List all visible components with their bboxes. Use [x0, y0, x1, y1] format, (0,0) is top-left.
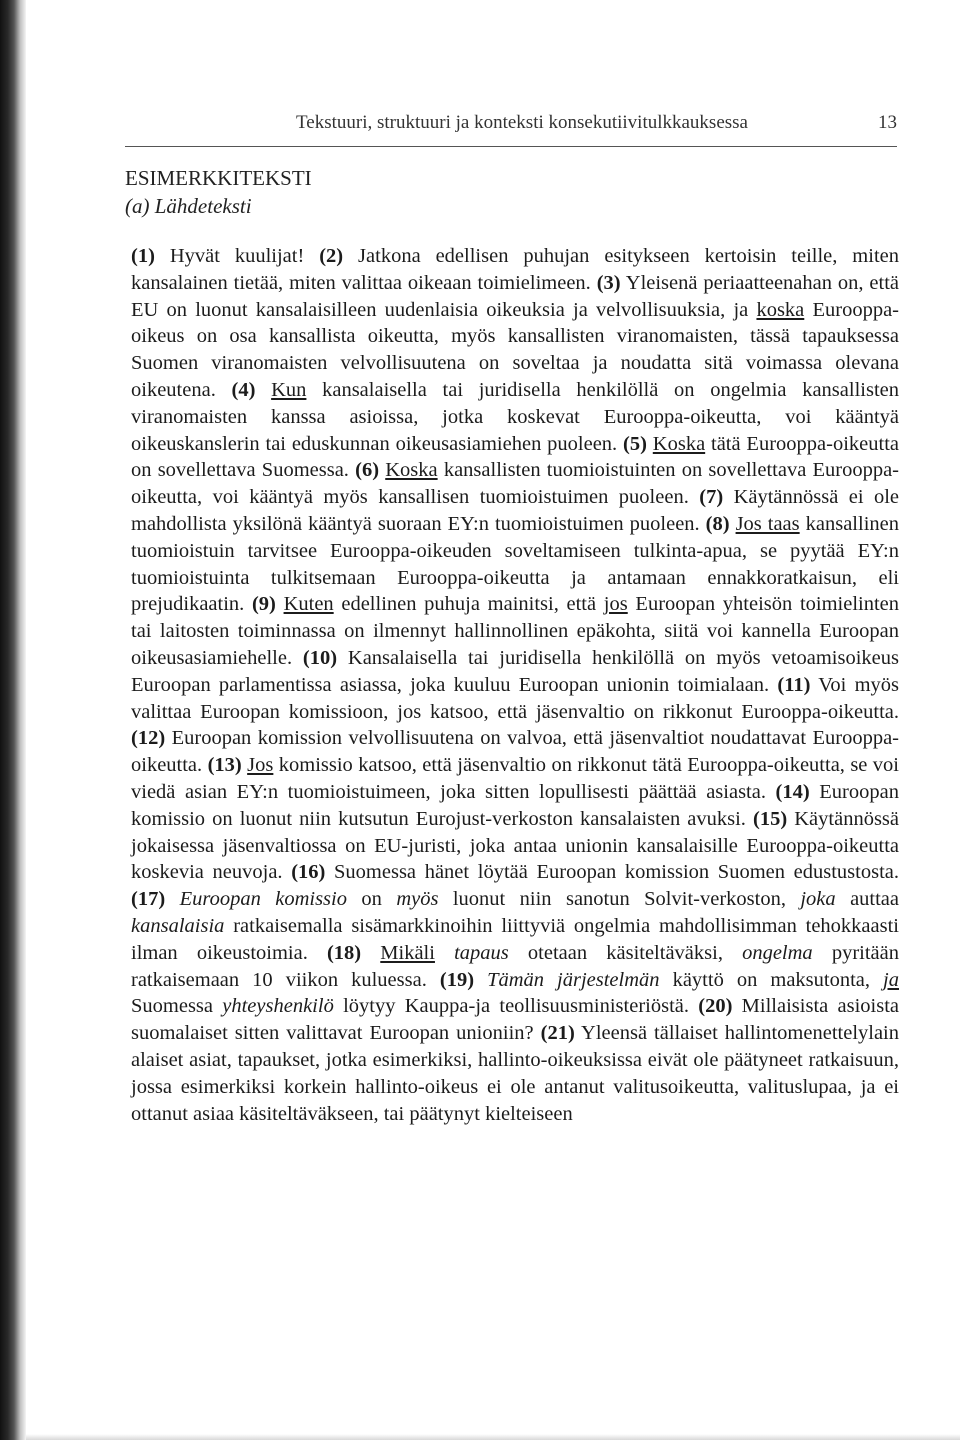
text-run: [435, 942, 454, 964]
sentence-number: (6): [355, 459, 380, 482]
book-spine-shadow: [0, 0, 26, 1440]
text-run: auttaa: [835, 888, 900, 911]
sentence-number: (3): [596, 271, 621, 294]
text-run: [474, 969, 487, 991]
text-run: Millaisista asioista suomalaiset sitten valittavat Euroopan unioniin?: [131, 995, 899, 1045]
italic-phrase: joka: [800, 888, 836, 911]
text-run: Euroopan yhteisön toimielinten tai laitosten toiminnassa on ilmennyt hallinnollinen epäkohta, siitä voi kannella Euroopan oikeusasiamiehelle.: [131, 593, 900, 669]
sentence-number: (16): [291, 861, 326, 884]
sentence-number: (12): [131, 727, 166, 750]
text-run: [276, 593, 284, 615]
sentence-number: (11): [777, 673, 811, 696]
sentence-number: (8): [705, 512, 730, 535]
text-run: Hyvät kuulijat!: [154, 245, 320, 267]
text-run: Yleisenä periaatteenahan on, että EU on luonut kansalaisilleen uudenlaisia oikeuksia ja velvollisuuksia, ja: [131, 271, 899, 321]
text-run: luonut niin sanotun Solvit-verkoston,: [438, 888, 801, 911]
sentence-number: (2): [319, 245, 344, 267]
section-heading: ESIMERKKITEKSTI: [125, 166, 312, 190]
italic-phrase: tapaus: [454, 941, 509, 964]
sentence-number: (19): [439, 968, 475, 991]
text-run: Euroopan komissio on luonut niin kutsutun Eurojust-verkoston kansalaisten avuksi.: [131, 780, 899, 830]
sentence-number: (15): [753, 807, 788, 830]
section-subheading: (a) Lähdeteksti: [125, 194, 252, 218]
running-header: [125, 112, 897, 147]
italic-phrase: myös: [396, 888, 439, 911]
sentence-number: (17): [131, 888, 166, 911]
sentence-number: (18): [326, 941, 362, 964]
italic-phrase: Euroopan komissio: [179, 888, 347, 911]
text-run: Käytännössä ei ole mahdollista yksilönä kääntyä suoraan EY:n tuomioistuimen puoleen.: [131, 486, 899, 535]
page-bottom-edge: [26, 1434, 960, 1440]
text-run: [165, 888, 179, 910]
sentence-number: (7): [699, 486, 724, 509]
underlined-connective: Kuten: [283, 593, 334, 616]
text-run: [361, 942, 380, 964]
sentence-number: (10): [302, 646, 338, 669]
underlined-connective: Jos taas: [735, 512, 800, 535]
text-run: Euroopan komission velvollisuutena on valvoa, että jäsenvaltiot noudattavat Eurooppa-oikeutta.: [131, 727, 899, 777]
running-header-title: Tekstuuri, struktuuri ja konteksti konsekutiivitulkkauksessa: [296, 112, 748, 133]
italic-phrase: kansalaisia: [131, 914, 225, 937]
text-run: Eurooppa-oikeus on osa kansallista oikeutta, myös kansallisten viranomaisten, tässä tapauksessa Suomen viranomaisten velvollisuutena on soveltaa ja noudatta sitä voimassa olevana oikeutena.: [131, 298, 900, 401]
underlined-connective: Koska: [385, 459, 438, 482]
sentence-number: (20): [698, 995, 733, 1018]
text-run: tätä Eurooppa-oikeutta on sovellettava Suomessa.: [131, 432, 899, 482]
text-run: komissio katsoo, että jäsenvaltio on rikkonut tätä Eurooppa-oikeutta, se voi viedä asian EY:n tuomioistuimeen, joka sitten lopullisesti päättää asiasta.: [131, 754, 899, 803]
page-number: 13: [878, 112, 897, 133]
underlined-connective: Kun: [271, 378, 307, 401]
sentence-number: (13): [207, 754, 242, 777]
text-run: Kansalaisella tai juridisella henkilöllä on myös vetoamisoikeus Euroopan parlamentissa asiassa, joka kuuluu Euroopan unionin toimialaan.: [131, 646, 899, 696]
text-run: kansallinen tuomioistuin tarvitsee Eurooppa-oikeuden soveltamiseen tulkinta-apua, se pyytää EY:n tuomioistuinta tulkitsemaan Eurooppa-oikeutta ja antamaan ennakkoratkaisun, eli prejudikaatin.: [131, 512, 899, 616]
text-run: Suomessa hänet löytää Euroopan komission Suomen edustustosta.: [325, 861, 900, 884]
text-run: [255, 379, 271, 401]
text-run: edellinen puhuja mainitsi, että: [333, 593, 604, 616]
source-text-paragraph: [131, 243, 899, 1127]
italic-underlined-word: ja: [883, 968, 899, 991]
text-run: kansallisten tuomioistuinten on sovellettava Eurooppa-oikeutta, voi kääntyä myös kansallisen tuomioistuimen puoleen.: [131, 459, 900, 509]
text-run: otetaan käsiteltäväksi,: [508, 941, 743, 964]
text-run: Jatkona edellisen puhujan esitykseen kertoisin teille, miten kansalainen tietää, miten valittaa oikeaan toimielimeen.: [131, 245, 899, 294]
underlined-connective: koska: [756, 298, 805, 321]
underlined-connective: Jos: [247, 754, 274, 777]
underlined-connective: Koska: [652, 432, 706, 455]
text-run: löytyy Kauppa-ja teollisuusministeriöstä.: [333, 995, 699, 1018]
sentence-number: (4): [231, 378, 256, 401]
text-run: kansalaisella tai juridisella henkilöllä on ongelmia kansallisten viranomaisten kanssa asioissa, jotka koskevat Eurooppa-oikeutta, voi kääntyä oikeuskanslerin tai eduskunnan oikeusasiamiehen puoleen.: [131, 378, 899, 455]
text-run: on: [346, 888, 397, 911]
italic-phrase: Tämän järjestelmän: [487, 968, 660, 991]
text-run: Voi myös valittaa Euroopan komissioon, jos katsoo, että jäsenvaltio on rikkonut Eurooppa-oikeutta.: [131, 673, 899, 723]
sentence-number: (1): [131, 245, 155, 267]
sentence-number: (14): [775, 780, 810, 803]
text-run: käyttö on maksutonta,: [659, 968, 884, 991]
underlined-connective: Mikäli: [380, 941, 435, 964]
sentence-number: (5): [623, 432, 647, 455]
italic-phrase: ongelma: [742, 941, 813, 964]
text-run: Käytännössä jokaisessa jäsenvaltiossa on EU-juristi, joka antaa unionin kansalaisille Eurooppa-oikeutta koskevia neuvoja.: [131, 807, 899, 884]
text-run: Suomessa: [131, 995, 223, 1018]
section-heading-block: [125, 164, 312, 220]
text-run: pyritään ratkaisemaan 10 viikon kuluessa.: [131, 941, 899, 991]
text-run: ratkaisemalla sisämarkkinoihin liittyviä ongelmia mahdollisimman tehokkaasti ilman oikeustoimia.: [131, 914, 899, 964]
sentence-number: (9): [251, 593, 276, 616]
sentence-number: (21): [540, 1022, 575, 1045]
italic-phrase: yhteyshenkilö: [222, 995, 334, 1018]
text-run: Yleensä tällaiset hallintomenettelylain alaiset asiat, tapaukset, jotka esimerkiksi, hallinto-oikeuksissa eivät ole päätyneet ratkaisuun, jossa esimerkiksi korkein hallinto-oikeus ei ole antanut valitusoikeutta, valituslupaa, ja ei ottanut asiaa käsiteltäväkseen, tai päätynyt kielteiseen: [131, 1022, 900, 1125]
underlined-connective: jos: [603, 593, 628, 616]
